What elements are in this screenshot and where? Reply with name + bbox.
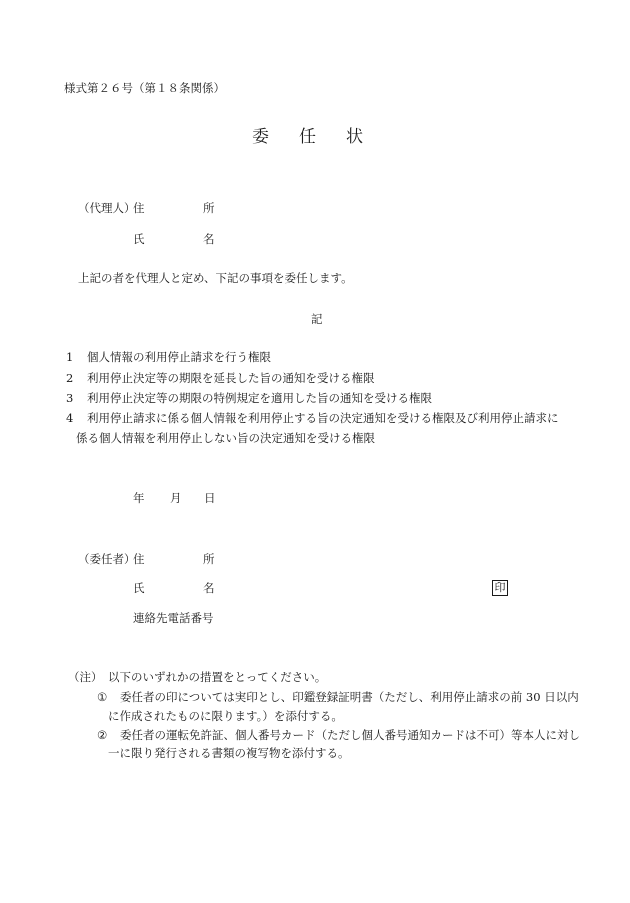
agent-address-label-2: 所 (203, 201, 215, 215)
page-title (252, 127, 363, 147)
date-day-label: 日 (204, 491, 216, 505)
item-number-4: 4 (66, 411, 74, 425)
form-number: 様式第２６号（第１８条関係） (64, 81, 225, 95)
note-item-1-line-2: に作成されたものに限ります。）を添付する。 (108, 709, 343, 723)
title-char-3: 状 (346, 127, 363, 147)
item-text-3: 利用停止決定等の期限の特例規定を適用した旨の通知を受ける権限 (87, 391, 432, 405)
date-year-label: 年 (133, 491, 145, 505)
title-char-1: 委 (252, 127, 269, 147)
principal-address-label-2: 所 (203, 552, 215, 566)
note-item-2-line-1: 委任者の運転免許証、個人番号カード（ただし個人番号通知カードは不可）等本人に対し (120, 728, 580, 742)
date-month-label: 月 (170, 491, 182, 505)
principal-address-label-1: 住 (133, 552, 145, 566)
seal-mark: 印 (492, 580, 508, 596)
agent-role-label: （代理人） (78, 201, 136, 215)
delegation-sentence: 上記の者を代理人と定め、下記の事項を委任します。 (78, 271, 353, 285)
item-text-4-continuation: 係る個人情報を利用停止しない旨の決定通知を受ける権限 (76, 431, 375, 445)
item-text-2: 利用停止決定等の期限を延長した旨の通知を受ける権限 (87, 371, 375, 385)
agent-name-label-1: 氏 (133, 232, 145, 246)
item-number-1: 1 (66, 350, 74, 364)
agent-address-label-1: 住 (133, 201, 145, 215)
item-number-2: 2 (66, 371, 74, 385)
title-char-2: 任 (299, 127, 316, 147)
item-text-4: 利用停止請求に係る個人情報を利用停止する旨の決定通知を受ける権限及び利用停止請求に (87, 411, 559, 425)
note-item-1-line-1: 委任者の印については実印とし、印鑑登録証明書（ただし、利用停止請求の前 30 日以内 (120, 690, 579, 704)
ki-heading: 記 (311, 312, 323, 326)
note-lead: 以下のいずれかの措置をとってください。 (108, 670, 327, 684)
item-number-3: 3 (66, 391, 74, 405)
principal-role-label: （委任者） (78, 552, 136, 566)
note-item-2-line-2: 一に限り発行される書類の複写物を添付する。 (108, 746, 350, 760)
principal-phone-label: 連絡先電話番号 (133, 611, 214, 625)
principal-name-label-1: 氏 (133, 581, 145, 595)
note-item-mark-1: ① (97, 690, 108, 704)
principal-name-label-2: 名 (203, 581, 215, 595)
item-text-1: 個人情報の利用停止請求を行う権限 (87, 350, 271, 364)
note-label: （注） (68, 670, 103, 684)
agent-name-label-2: 名 (203, 232, 215, 246)
note-item-mark-2: ② (97, 728, 108, 742)
